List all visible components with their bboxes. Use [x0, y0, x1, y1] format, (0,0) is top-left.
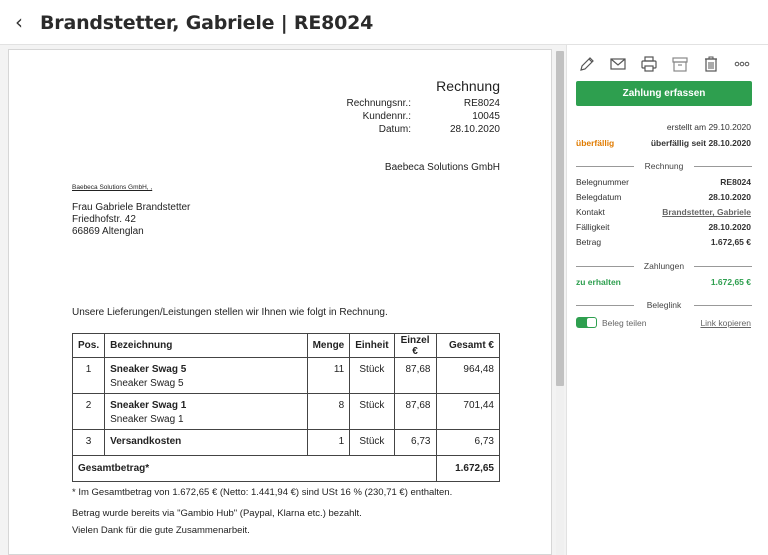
meta-label: Rechnungsnr.:	[346, 98, 411, 109]
cell-unit: Stück	[350, 430, 394, 456]
cell-total: 6,73	[436, 430, 500, 456]
table-row	[73, 394, 500, 430]
cell-total: 964,48	[436, 358, 500, 394]
col-price: Einzel €	[394, 334, 436, 358]
created-date: erstellt am 29.10.2020	[666, 122, 751, 132]
meta-value: RE8024	[463, 98, 500, 109]
field-value: RE8024	[720, 177, 751, 187]
printer-icon[interactable]	[638, 53, 660, 75]
cell-qty: 11	[307, 358, 350, 394]
trash-icon[interactable]	[700, 53, 722, 75]
cell-price: 87,68	[394, 394, 436, 430]
cell-name	[105, 358, 307, 394]
recipient-city: 66869 Altenglan	[72, 226, 144, 237]
contact-link[interactable]: Brandstetter, Gabriele	[662, 207, 751, 217]
section-invoice-divider	[576, 161, 752, 171]
field-label: Belegdatum	[576, 192, 622, 202]
cell-total: 701,44	[436, 394, 500, 430]
overdue-since: überfällig seit 28.10.2020	[650, 138, 751, 148]
recipient-name: Frau Gabriele Brandstetter	[72, 202, 191, 213]
copy-link[interactable]: Link kopieren	[700, 318, 751, 328]
field-label: Kontakt	[576, 207, 605, 217]
table-header-row	[73, 334, 500, 358]
status-badge: überfällig	[576, 138, 615, 148]
table-total-row	[73, 456, 500, 482]
section-invoice-label: Rechnung	[644, 161, 684, 171]
total-label: Gesamtbetrag*	[73, 456, 437, 482]
item-sub: Sneaker Swag 5	[110, 378, 184, 389]
col-total: Gesamt €	[436, 334, 500, 358]
item-sub: Sneaker Swag 1	[110, 414, 184, 425]
total-value: 1.672,65	[436, 456, 500, 482]
cell-pos: 1	[73, 358, 105, 394]
invoice-document	[8, 49, 552, 555]
header	[0, 0, 768, 45]
field-label: Fälligkeit	[576, 222, 610, 232]
share-label: Beleg teilen	[602, 318, 647, 328]
recipient-street: Friedhofstr. 42	[72, 214, 136, 225]
meta-value: 28.10.2020	[449, 124, 500, 135]
invoice-items-table	[72, 333, 500, 482]
record-payment-button[interactable]: Zahlung erfassen	[576, 81, 752, 106]
mail-icon[interactable]	[607, 53, 629, 75]
scrollbar-thumb[interactable]	[556, 51, 564, 386]
details-sidebar	[566, 45, 768, 555]
col-unit: Einheit	[350, 334, 394, 358]
col-qty: Menge	[307, 334, 350, 358]
cell-name: Versandkosten	[105, 430, 307, 456]
meta-label: Kundennr.:	[362, 111, 411, 122]
cell-unit: Stück	[350, 358, 394, 394]
field-label: Betrag	[576, 237, 602, 247]
field-value: 28.10.2020	[708, 192, 751, 202]
field-value: 28.10.2020	[708, 222, 751, 232]
back-arrow-icon[interactable]: ‹	[15, 10, 23, 34]
col-name: Bezeichnung	[105, 334, 307, 358]
cell-qty: 8	[307, 394, 350, 430]
share-toggle[interactable]	[576, 317, 597, 328]
section-payments-label: Zahlungen	[643, 261, 685, 271]
col-pos: Pos.	[73, 334, 105, 358]
cell-qty: 1	[307, 430, 350, 456]
page-title: Brandstetter, Gabriele | RE8024	[40, 12, 374, 34]
field-label: Belegnummer	[576, 177, 629, 187]
thanks-note: Vielen Dank für die gute Zusammenarbeit.	[72, 525, 250, 536]
cell-pos: 2	[73, 394, 105, 430]
document-preview-pane	[0, 45, 566, 555]
to-receive-label: zu erhalten	[576, 277, 621, 287]
archive-icon[interactable]	[669, 53, 691, 75]
field-value: 1.672,65 €	[710, 237, 751, 247]
sender-line: Baebeca Solutions GmbH, ,	[72, 184, 153, 191]
tax-footnote: * Im Gesamtbetrag von 1.672,65 € (Netto: 1.441,94 €) sind USt 16 % (230,71 €) enthalten.	[72, 487, 453, 498]
table-row	[73, 358, 500, 394]
cell-price: 87,68	[394, 358, 436, 394]
pencil-icon[interactable]	[576, 53, 598, 75]
table-row	[73, 430, 500, 456]
cell-price: 6,73	[394, 430, 436, 456]
document-heading: Rechnung	[436, 78, 500, 94]
item-name: Sneaker Swag 5	[110, 364, 187, 375]
intro-text: Unsere Lieferungen/Leistungen stellen wir Ihnen wie folgt in Rechnung.	[72, 307, 388, 318]
cell-name	[105, 394, 307, 430]
meta-value: 10045	[472, 111, 500, 122]
section-payments-divider	[576, 261, 752, 271]
company-name: Baebeca Solutions GmbH	[384, 162, 500, 173]
meta-label: Datum:	[378, 124, 411, 135]
document-scrollbar[interactable]	[556, 51, 564, 555]
paid-note: Betrag wurde bereits via "Gambio Hub" (Paypal, Klarna etc.) bezahlt.	[72, 508, 362, 519]
cell-unit: Stück	[350, 394, 394, 430]
to-receive-value: 1.672,65 €	[710, 277, 751, 287]
cell-pos: 3	[73, 430, 105, 456]
section-link-divider	[576, 300, 752, 310]
item-name: Sneaker Swag 1	[110, 400, 187, 411]
more-icon[interactable]	[731, 53, 753, 75]
section-link-label: Beleglink	[646, 300, 682, 310]
